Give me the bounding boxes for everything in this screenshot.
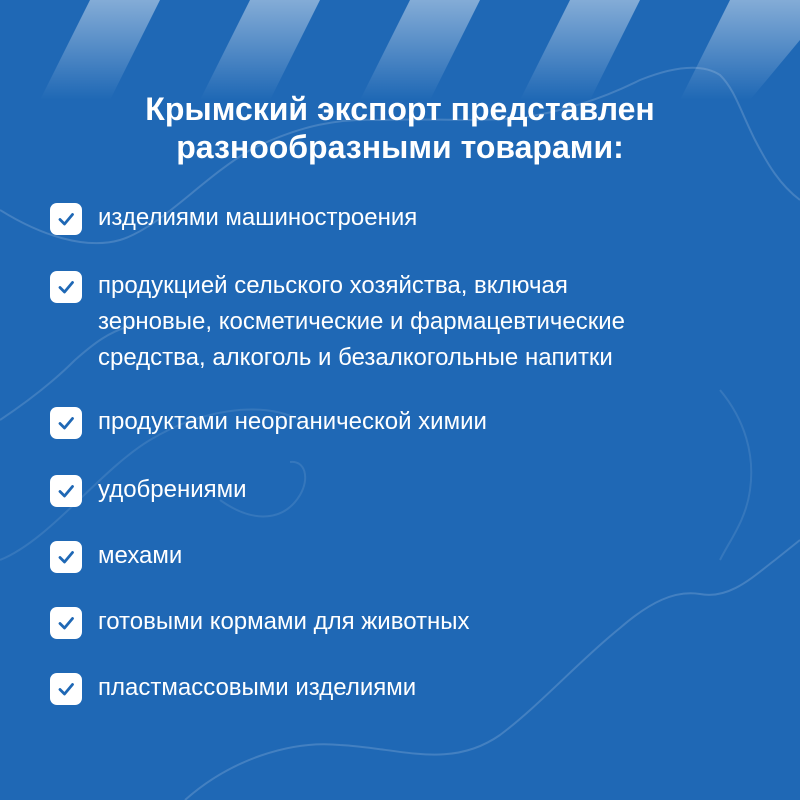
page-title bbox=[60, 90, 740, 166]
list-item-text: продуктами неорганической химии bbox=[98, 408, 487, 435]
list-item-text: готовыми кормами для животных bbox=[98, 608, 470, 635]
list-item-text: пластмассовыми изделиями bbox=[98, 674, 417, 701]
list-item-furs bbox=[50, 538, 760, 574]
checkmark-icon bbox=[50, 475, 82, 507]
list-item-machinery bbox=[50, 200, 760, 236]
list-item-text: удобрениями bbox=[98, 476, 247, 503]
list-item-text: продукцией сельского хозяйства, включая зерновые, косметические и фармацевтические средства, алкоголь и безалкогольные напитки bbox=[98, 272, 625, 371]
list-item-fertilizers bbox=[50, 472, 760, 508]
checkmark-icon bbox=[50, 203, 82, 235]
list-item-text: мехами bbox=[98, 542, 183, 569]
list-item-text: изделиями машиностроения bbox=[98, 204, 418, 231]
title-line-2: разнообразными товарами: bbox=[176, 129, 624, 165]
title-line-1: Крымский экспорт представлен bbox=[145, 91, 655, 127]
list-item-inorganic-chemistry bbox=[50, 404, 760, 440]
list-item-animal-feed bbox=[50, 604, 760, 640]
checkmark-icon bbox=[50, 541, 82, 573]
list-item-agriculture bbox=[50, 268, 760, 376]
list-item-plastics bbox=[50, 670, 760, 706]
checkmark-icon bbox=[50, 271, 82, 303]
checkmark-icon bbox=[50, 673, 82, 705]
checkmark-icon bbox=[50, 607, 82, 639]
checkmark-icon bbox=[50, 407, 82, 439]
